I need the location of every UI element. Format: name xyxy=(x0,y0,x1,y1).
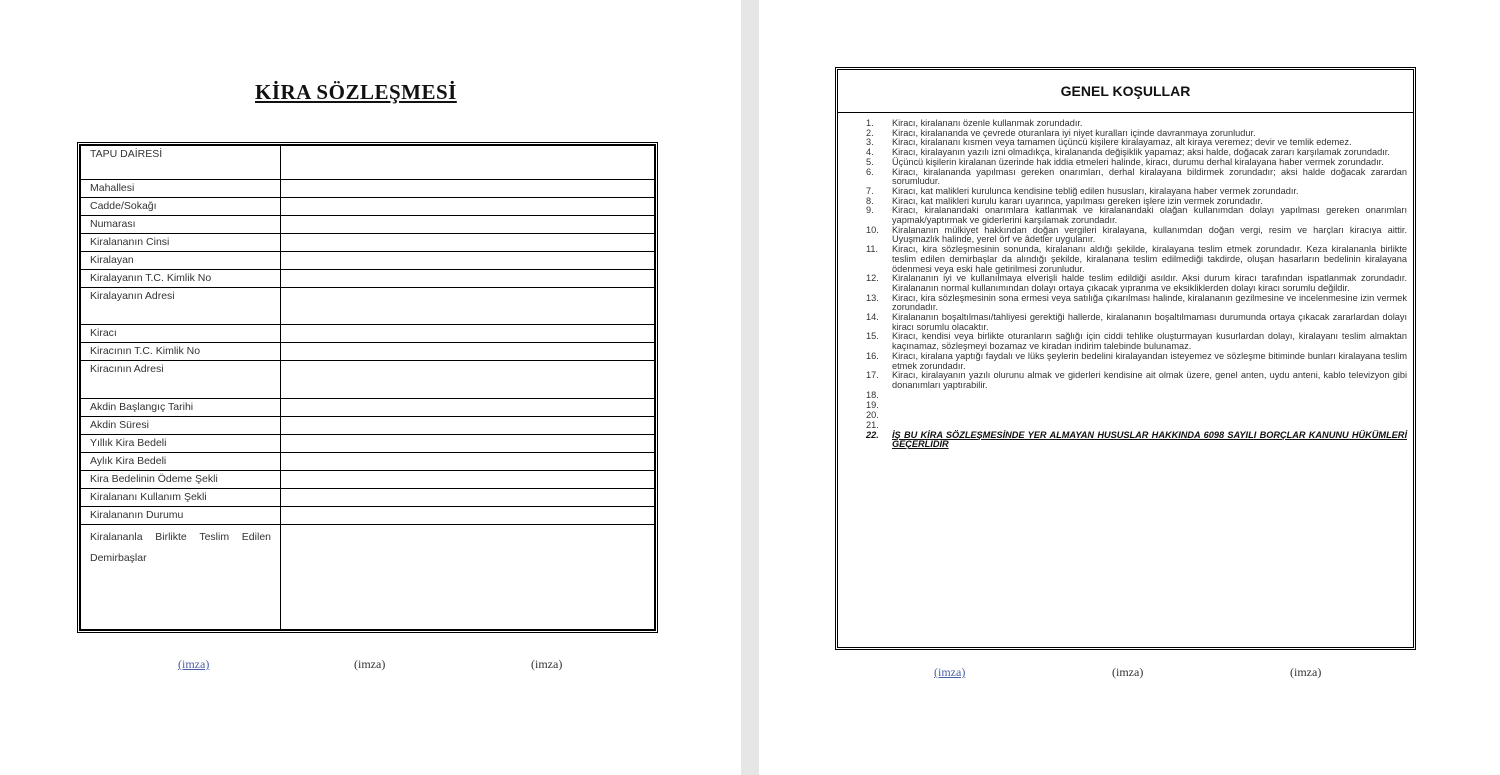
term-item xyxy=(866,292,1407,313)
form-value[interactable] xyxy=(281,507,655,525)
signature-label-5: (imza) xyxy=(1112,665,1144,679)
term-text: Kiracı, kiralanandaki onarımlara katlanmak ve kiralanandaki olağan kullanımdan dolayı yapılması gereken onarımları yapmak/yaptırmak ve giderlerini karşılamak zorundadır. xyxy=(892,205,1407,226)
form-value[interactable] xyxy=(281,399,655,417)
form-label-kiraci-tc: Kiracının T.C. Kimlik No xyxy=(81,343,281,361)
signature-label-3: (imza) xyxy=(531,657,563,671)
term-number: 13. xyxy=(866,292,879,303)
term-item xyxy=(866,399,1407,411)
term-item xyxy=(866,370,1407,390)
term-text: Kiralananın iyi ve kullanılmaya elverişli halde teslim edildiği asıldır. Aksi durum kiracı tarafından ispatlanmak zorundadır. Kiralananın normal kullanımından dolayı ortaya çıkacak yıpranma ve eksikliklerden dolayı kiracı sorumlu değildir. xyxy=(892,273,1407,293)
term-item xyxy=(866,312,1407,332)
form-value[interactable] xyxy=(281,417,655,435)
term-number: 3. xyxy=(866,137,874,148)
term-item xyxy=(866,409,1407,421)
form-value[interactable] xyxy=(281,435,655,453)
general-terms-title: GENEL KOŞULLAR xyxy=(838,70,1413,113)
form-value[interactable] xyxy=(281,252,655,270)
term-text: Üçüncü kişilerin kiralanan üzerinde hak iddia etmeleri halinde, kiracı, durumu derhal kiralayana haber vermek zorundadır. xyxy=(892,156,1384,167)
form-label-akdin-suresi: Akdin Süresi xyxy=(81,417,281,435)
term-text: Kiracı, kiralananı özenle kullanmak zorundadır. xyxy=(892,118,1083,128)
form-label-kiralayan-tc: Kiralayanın T.C. Kimlik No xyxy=(81,270,281,288)
form-label-yillik-kira: Yıllık Kira Bedeli xyxy=(81,435,281,453)
term-number: 6. xyxy=(866,166,874,177)
term-number: 2. xyxy=(866,127,874,138)
form-label-odeme-sekli: Kira Bedelinin Ödeme Şekli xyxy=(81,471,281,489)
signature-label-1: (imza) xyxy=(178,657,210,671)
term-text: İŞ BU KİRA SÖZLEŞMESİNDE YER ALMAYAN HUSUSLAR HAKKINDA 6098 SAYILI BORÇLAR KANUNU HÜKÜMLERİ GEÇERLİDİR xyxy=(892,429,1407,450)
signature-label-2: (imza) xyxy=(354,657,386,671)
term-text: Kiracı, kat malikleri kurulunca kendisine tebliğ edilen hususları, kiralayana haber vermek zorundadır. xyxy=(892,185,1299,196)
term-number: 18. xyxy=(866,389,879,400)
form-value[interactable] xyxy=(281,361,655,399)
form-label-tapu-dairesi: TAPU DAİRESİ xyxy=(81,146,281,180)
signature-label-6: (imza) xyxy=(1290,665,1322,679)
form-value[interactable] xyxy=(281,325,655,343)
term-number: 22. xyxy=(866,429,879,440)
term-item xyxy=(866,166,1407,187)
form-label-kiralayan-adresi: Kiralayanın Adresi xyxy=(81,288,281,325)
term-text: Kiracı, kiralayanın yazılı izni olmadıkça, kiralananda değişiklik yapamaz; aksi halde, doğacak zararı karşılamak zorundadır. xyxy=(892,147,1390,158)
form-value[interactable] xyxy=(281,453,655,471)
term-number: 12. xyxy=(866,273,879,284)
term-text: Kiracı, kiralananda ve çevrede oturanlara iyi niyet kuralları içinde davranmaya zorunludur. xyxy=(892,127,1256,138)
form-value[interactable] xyxy=(281,180,655,198)
term-number: 5. xyxy=(866,156,874,167)
term-number: 19. xyxy=(866,399,879,410)
term-number: 15. xyxy=(866,331,879,342)
form-value[interactable] xyxy=(281,343,655,361)
form-label-kiralayan: Kiralayan xyxy=(81,252,281,270)
form-value[interactable] xyxy=(281,525,655,630)
term-text: Kiracı, kira sözleşmesinin sona ermesi veya satılığa çıkarılması halinde, kiralananın gezilmesine ve incelenmesine izin vermek zorundadır. xyxy=(892,292,1407,313)
form-value[interactable] xyxy=(281,216,655,234)
term-item xyxy=(866,244,1407,274)
term-item xyxy=(866,205,1407,226)
term-item xyxy=(866,273,1407,293)
term-number: 9. xyxy=(866,205,874,216)
term-item xyxy=(866,350,1407,371)
term-item xyxy=(866,224,1407,245)
term-text: Kiralananın boşaltılması/tahliyesi gerektiği hallerde, kiralananın boşaltılmaması durumunda ortaya çıkacak zararlardan dolayı kiracı sorumlu olacaktır. xyxy=(892,312,1407,332)
form-label-kullanim-sekli: Kiralananı Kullanım Şekli xyxy=(81,489,281,507)
form-label-aylik-kira: Aylık Kira Bedeli xyxy=(81,453,281,471)
term-number: 11. xyxy=(866,244,879,255)
form-value[interactable] xyxy=(281,489,655,507)
term-item xyxy=(866,429,1407,450)
form-label-cadde-sokagi: Cadde/Sokağı xyxy=(81,198,281,216)
form-value[interactable] xyxy=(281,288,655,325)
term-text: Kiracı, kat malikleri kurulu kararı uyarınca, yapılması gereken işlere izin vermek zorundadır. xyxy=(892,195,1263,206)
term-text: Kiracı, kiralananı kısmen veya tamamen üçüncü kişilere kiralayamaz, alt kiraya veremez; devir ve temlik edemez. xyxy=(892,137,1352,148)
form-label-durumu: Kiralananın Durumu xyxy=(81,507,281,525)
term-number: 21. xyxy=(866,419,879,430)
term-text: Kiracı, kiralana yaptığı faydalı ve lüks şeylerin bedelini kiralayandan isteyemez ve sözleşme bitiminde bunları kiralayana teslim etmek zorundadır. xyxy=(892,350,1407,371)
term-number: 14. xyxy=(866,312,879,323)
form-value[interactable] xyxy=(281,270,655,288)
form-value[interactable] xyxy=(281,471,655,489)
document-title: KİRA SÖZLEŞMESİ xyxy=(255,80,457,104)
form-label-akdin-baslangic: Akdin Başlangıç Tarihi xyxy=(81,399,281,417)
term-text: Kiracı, kendisi veya birlikte oturanların sağlığı için ciddi tehlike oluşturmayan kusurlardan dolayı, kiralayanı teslim almaktan kaçınamaz, sözleşmeyi bozamaz ve kiradan indirim talebinde bulunamaz. xyxy=(892,331,1407,352)
term-number: 16. xyxy=(866,350,879,361)
terms-list xyxy=(838,113,1413,450)
term-number: 7. xyxy=(866,185,874,196)
term-number: 17. xyxy=(866,370,879,381)
contract-form xyxy=(77,142,658,633)
form-label-numarasi: Numarası xyxy=(81,216,281,234)
form-label-mahallesi: Mahallesi xyxy=(81,180,281,198)
term-number: 4. xyxy=(866,147,874,158)
term-text: Kiracı, kira sözleşmesinin sonunda, kiralananı aldığı şekilde, kiralayana teslim etmek zorundadır. Keza kiralananla birlikte teslim edilen demirbaşlar da alındığı şekilde, kiralanana teslim edilmediği takdirde, oluşan hasarların bedelinin kiralayana ödenmesi veya eski hale getirilmesi zorunludur. xyxy=(892,244,1407,274)
form-label-kiralanan-cinsi: Kiralananın Cinsi xyxy=(81,234,281,252)
term-text: Kiracı, kiralananda yapılması gereken onarımları, derhal kiralayana bildirmek zorundadır; aksi halde doğacak zarardan sorumludur. xyxy=(892,166,1407,187)
term-number: 10. xyxy=(866,224,879,235)
form-value[interactable] xyxy=(281,234,655,252)
form-label-demirbaslar: Kiralananla Birlikte Teslim Edilen Demirbaşlar xyxy=(81,525,281,630)
term-text: Kiracı, kiralayanın yazılı olurunu almak ve giderleri kendisine ait olmak üzere, genel anten, uydu anteni, kablo televizyon gibi donanımları yaptırabilir. xyxy=(892,370,1407,390)
term-text: Kiralananın mülkiyet hakkından doğan vergileri kiralayana, kullanımdan doğan vergi, resim ve harçları kiracıya aittir. Uyuşmazlık halinde, yerel örf ve âdetler uygulanır. xyxy=(892,224,1407,245)
term-item xyxy=(866,331,1407,352)
term-number: 20. xyxy=(866,409,879,420)
term-number: 8. xyxy=(866,195,874,206)
form-value[interactable] xyxy=(281,146,655,180)
form-value[interactable] xyxy=(281,198,655,216)
term-item xyxy=(866,389,1407,401)
signature-label-4: (imza) xyxy=(934,665,966,679)
document-page-left xyxy=(0,0,741,775)
form-label-kiraci-adresi: Kiracının Adresi xyxy=(81,361,281,399)
term-number: 1. xyxy=(866,118,874,128)
form-label-kiraci: Kiracı xyxy=(81,325,281,343)
general-terms-box xyxy=(835,67,1416,650)
